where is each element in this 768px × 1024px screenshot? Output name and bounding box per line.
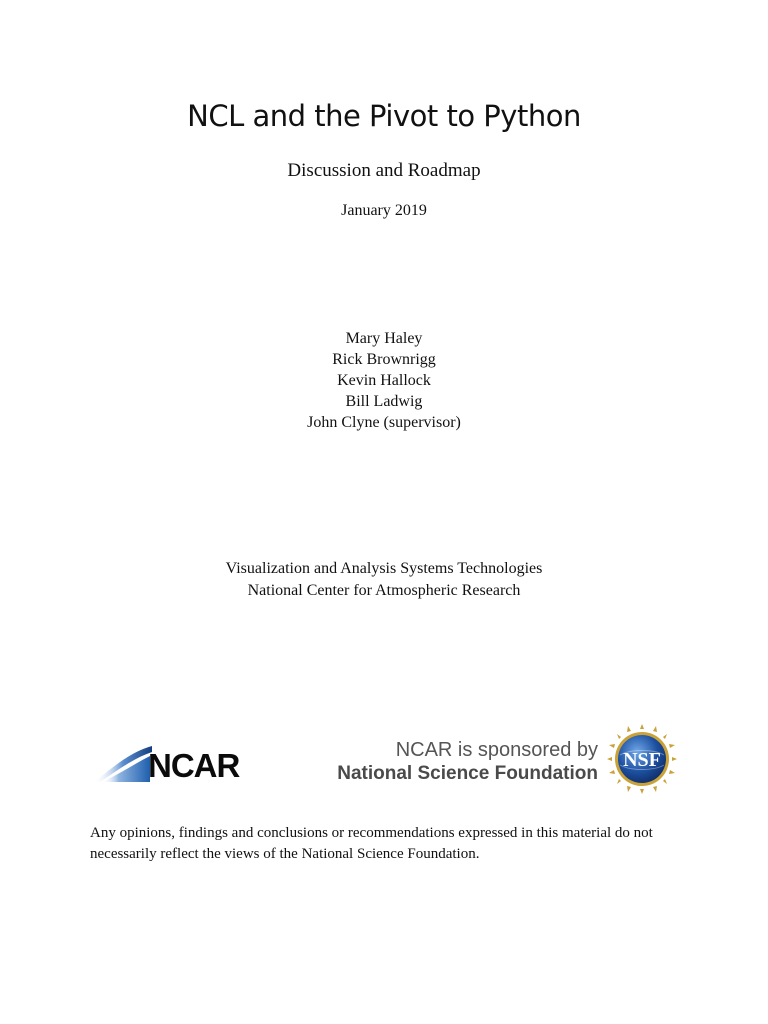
nsf-seal-icon [606,723,678,795]
document-date: January 2019 [341,202,427,219]
author-name: Rick Brownrigg [332,351,436,368]
sponsor-line: NCAR is sponsored by [395,739,598,761]
document-subtitle: Discussion and Roadmap [287,160,481,181]
disclaimer-text: Any opinions, findings and conclusions or recommendations expressed in this material do not necessarily reflect the views of the National Science Foundation. [90,825,653,862]
author-name: John Clyne (supervisor) [307,414,461,431]
author-name: Kevin Hallock [337,372,431,389]
sponsor-block [337,738,598,786]
author-list [0,328,768,433]
author-name: Mary Haley [345,330,423,347]
sponsor-organization: National Science Foundation [337,763,598,784]
author-name: Bill Ladwig [345,393,423,410]
organization-block [0,558,768,602]
ncar-wordmark: NCAR [148,747,240,784]
organization-group: Visualization and Analysis Systems Technologies [225,560,543,577]
nsf-seal-text: NSF [623,749,661,771]
organization-center: National Center for Atmospheric Research [247,582,521,599]
document-title: NCL and the Pivot to Python [187,99,581,133]
